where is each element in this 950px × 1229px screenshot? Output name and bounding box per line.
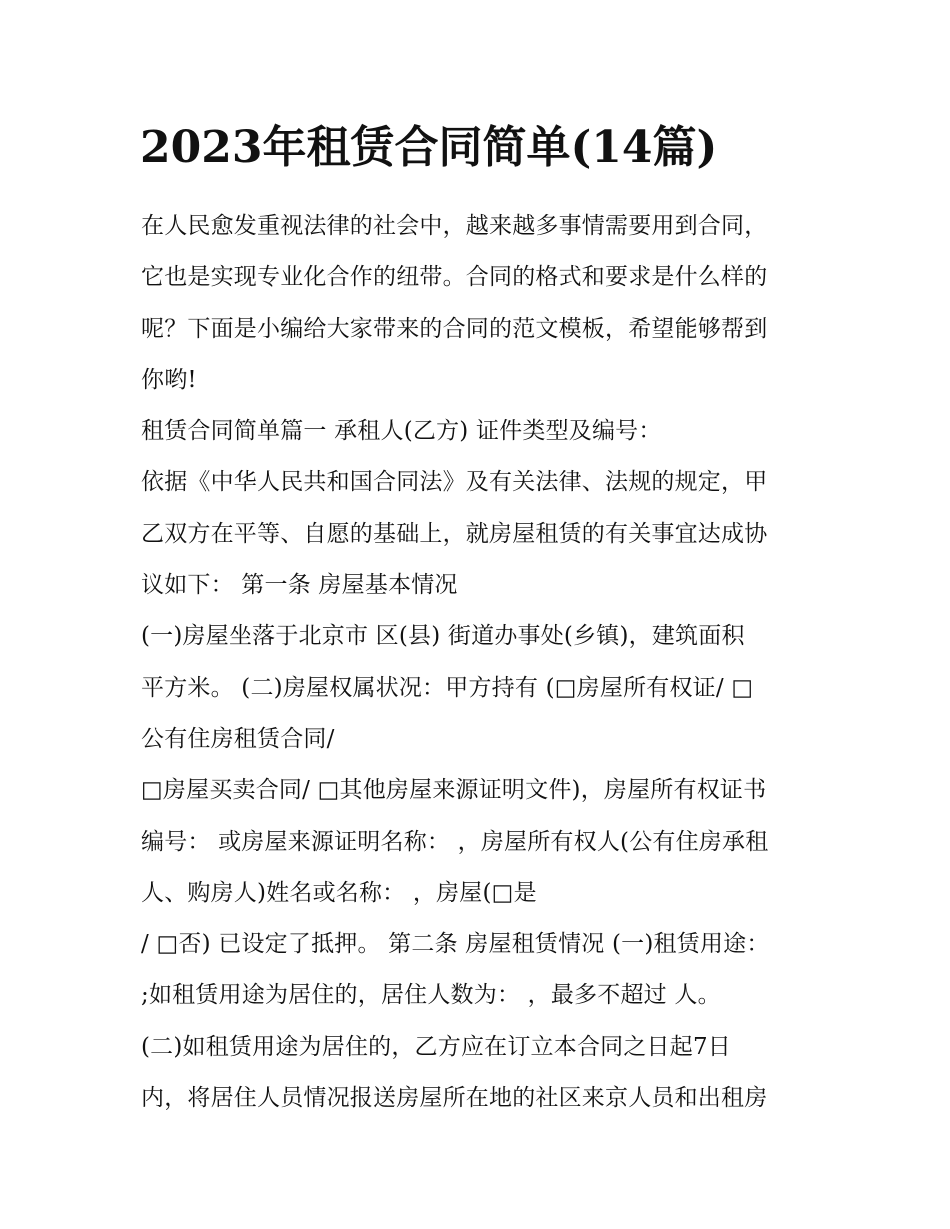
body-line: 呢？下面是小编给大家带来的合同的范文模板，希望能够帮到 <box>141 315 768 342</box>
body-line: 人、购房人)姓名或名称： ，房屋(□是 <box>141 879 537 906</box>
document-body <box>141 201 821 1124</box>
body-line: 编号： 或房屋来源证明名称： ，房屋所有权人(公有住房承租 <box>141 828 769 855</box>
body-line: 议如下： 第一条 房屋基本情况 <box>141 572 458 599</box>
body-line: / □否) 已设定了抵押。 第二条 房屋租赁情况 (一)租赁用途： <box>141 931 770 958</box>
document-title: 2023年租赁合同简单(14篇) <box>140 122 718 173</box>
body-line: (二)如租赁用途为居住的，乙方应在订立本合同之日起7日 <box>141 1033 731 1060</box>
body-line: □房屋买卖合同/ □其他房屋来源证明文件)，房屋所有权证书 <box>141 777 767 804</box>
body-line: 乙双方在平等、自愿的基础上，就房屋租赁的有关事宜达成协 <box>141 520 768 547</box>
body-line: ;如租赁用途为居住的，居住人数为： ，最多不超过 人。 <box>141 982 721 1009</box>
body-line: 在人民愈发重视法律的社会中，越来越多事情需要用到合同， <box>141 213 768 239</box>
body-line: 公有住房租赁合同/ <box>141 725 335 752</box>
body-line: 它也是实现专业化合作的纽带。合同的格式和要求是什么样的 <box>141 264 768 291</box>
section-heading-line: 租赁合同简单篇一 承租人(乙方) 证件类型及编号： <box>141 418 662 445</box>
body-line: (一)房屋坐落于北京市 区(县) 街道办事处(乡镇)，建筑面积 <box>141 623 745 650</box>
body-line: 内，将居住人员情况报送房屋所在地的社区来京人员和出租房 <box>141 1085 768 1112</box>
body-line: 你哟! <box>141 366 197 393</box>
body-line: 平方米。 (二)房屋权属状况：甲方持有 (□房屋所有权证/ □ <box>141 674 754 701</box>
body-line: 依据《中华人民共和国合同法》及有关法律、法规的规定，甲 <box>141 469 768 496</box>
